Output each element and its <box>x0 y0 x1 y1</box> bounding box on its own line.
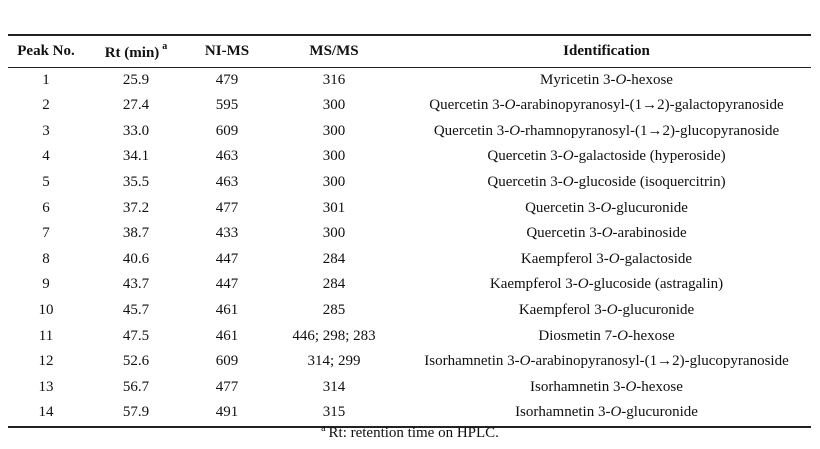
cell-retention-time: 33.0 <box>122 122 150 139</box>
identification-pre: Myricetin 3- <box>540 71 616 88</box>
cell-peak-number: 8 <box>42 250 50 267</box>
cell-retention-time: 45.7 <box>122 301 150 318</box>
cell-identification <box>402 144 811 170</box>
cell-ms-ms: 285 <box>322 301 346 318</box>
identification-ital: O <box>617 327 628 344</box>
cell-ni-ms: 479 <box>215 71 239 88</box>
header-nims: NI-MS <box>204 42 250 59</box>
cell-ms-ms: 284 <box>322 250 346 267</box>
cell-retention-time: 52.6 <box>122 353 150 370</box>
identification-pre: Quercetin 3- <box>429 97 505 114</box>
cell-identification <box>402 375 811 401</box>
cell-retention-time: 57.9 <box>122 404 150 421</box>
identification-pre: Kaempferol 3- <box>518 301 607 318</box>
identification-ital: O <box>615 71 627 88</box>
cell-identification <box>402 67 811 93</box>
cell-peak-number: 12 <box>38 353 54 370</box>
cell-retention-time: 27.4 <box>122 97 150 114</box>
identification-post: -galactoside (hyperoside) <box>573 148 726 165</box>
table-footnote <box>0 423 820 442</box>
identification-post: -hexose <box>627 327 675 344</box>
cell-ni-ms: 463 <box>215 148 239 165</box>
identification-ital: O <box>608 250 620 267</box>
cell-identification <box>402 324 811 350</box>
table-row <box>8 170 811 196</box>
cell-ni-ms: 595 <box>215 97 239 114</box>
identification-post: -glucoside (astragalin) <box>588 276 724 293</box>
identification-pre: Isorhamnetin 3- <box>530 378 626 395</box>
cell-ni-ms: 461 <box>215 301 239 318</box>
identification-post: -rhamnopyranosyl-(1→2)-glucopyranoside <box>520 122 780 139</box>
table-row <box>8 349 811 375</box>
identification-pre: Quercetin 3- <box>487 173 563 190</box>
table-row <box>8 196 811 222</box>
cell-retention-time: 40.6 <box>122 250 150 267</box>
cell-peak-number: 3 <box>42 122 50 139</box>
identification-post: -arabinopyranosyl-(1→2)-galactopyranoside <box>515 97 784 114</box>
cell-identification <box>402 221 811 247</box>
table-row <box>8 375 811 401</box>
table-row <box>8 144 811 170</box>
cell-peak-number: 13 <box>38 378 54 395</box>
table-header <box>8 35 811 67</box>
footnote-mark: a <box>321 423 326 434</box>
identification-post: -glucuronide <box>611 199 688 216</box>
cell-identification <box>402 93 811 119</box>
identification-post: -galactoside <box>619 250 693 267</box>
identification-pre: Quercetin 3- <box>487 148 563 165</box>
table-row <box>8 298 811 324</box>
cell-ms-ms: 314; 299 <box>307 353 361 370</box>
cell-identification <box>402 298 811 324</box>
identification-post: -arabinopyranosyl-(1→2)-glucopyranoside <box>530 353 789 370</box>
table-row <box>8 93 811 119</box>
cell-identification <box>402 119 811 145</box>
cell-identification <box>402 349 811 375</box>
cell-ms-ms: 315 <box>322 404 346 421</box>
identification-ital: O <box>519 353 531 370</box>
identification-pre: Quercetin 3- <box>525 199 601 216</box>
cell-ms-ms: 300 <box>322 148 346 165</box>
cell-ms-ms: 301 <box>322 199 346 216</box>
identification-ital: O <box>562 173 574 190</box>
cell-ni-ms: 433 <box>215 225 239 242</box>
header-msms: MS/MS <box>309 42 359 59</box>
cell-retention-time: 47.5 <box>122 327 150 344</box>
table-row <box>8 67 811 93</box>
identification-pre: Diosmetin 7- <box>538 327 618 344</box>
cell-identification <box>402 247 811 273</box>
identification-pre: Isorhamnetin 3- <box>515 404 611 421</box>
identification-ital: O <box>610 404 622 421</box>
cell-ni-ms: 461 <box>215 327 239 344</box>
table-row <box>8 324 811 350</box>
cell-peak-number: 11 <box>38 327 54 344</box>
identification-ital: O <box>601 225 613 242</box>
identification-ital: O <box>577 276 589 293</box>
cell-ms-ms: 446; 298; 283 <box>292 327 376 344</box>
cell-peak-number: 9 <box>42 276 50 293</box>
header-identification: Identification <box>563 42 650 59</box>
table-row <box>8 221 811 247</box>
cell-retention-time: 56.7 <box>122 378 150 395</box>
cell-peak-number: 5 <box>42 173 50 190</box>
cell-ms-ms: 300 <box>322 173 346 190</box>
identification-pre: Quercetin 3- <box>526 225 602 242</box>
table-row <box>8 119 811 145</box>
cell-ni-ms: 491 <box>215 404 239 421</box>
identification-ital: O <box>509 122 521 139</box>
cell-peak-number: 6 <box>42 199 50 216</box>
cell-ni-ms: 463 <box>215 173 239 190</box>
identification-post: -glucuronide <box>617 301 695 318</box>
cell-ni-ms: 447 <box>215 276 239 293</box>
cell-peak-number: 1 <box>42 71 50 88</box>
identification-post: -glucuronide <box>621 404 698 421</box>
header-rt-label: Rt (min) <box>104 45 160 61</box>
cell-retention-time: 38.7 <box>122 225 150 242</box>
identification-pre: Kaempferol 3- <box>489 276 578 293</box>
cell-retention-time: 34.1 <box>122 148 150 165</box>
cell-retention-time: 35.5 <box>122 173 150 190</box>
header-rt <box>84 35 188 67</box>
cell-peak-number: 7 <box>42 225 50 242</box>
cell-ms-ms: 300 <box>322 122 346 139</box>
compound-table <box>8 34 811 428</box>
identification-pre: Quercetin 3- <box>433 122 510 139</box>
identification-ital: O <box>600 199 612 216</box>
table-row <box>8 247 811 273</box>
cell-retention-time: 37.2 <box>122 199 150 216</box>
identification-ital: O <box>562 148 574 165</box>
header-peak: Peak No. <box>17 42 75 59</box>
cell-identification <box>402 170 811 196</box>
cell-ni-ms: 609 <box>215 122 239 139</box>
identification-post: -glucoside (isoquercitrin) <box>573 173 726 190</box>
cell-peak-number: 2 <box>42 97 50 114</box>
cell-identification <box>402 196 811 222</box>
cell-retention-time: 43.7 <box>122 276 150 293</box>
identification-post: -hexose <box>636 378 683 395</box>
table-row <box>8 272 811 298</box>
cell-peak-number: 10 <box>38 301 54 318</box>
header-row <box>8 35 811 67</box>
identification-ital: O <box>504 97 516 114</box>
identification-pre: Kaempferol 3- <box>520 250 609 267</box>
cell-peak-number: 4 <box>42 148 50 165</box>
identification-ital: O <box>625 378 637 395</box>
identification-ital: O <box>606 301 618 318</box>
cell-ms-ms: 316 <box>322 71 346 88</box>
cell-ms-ms: 314 <box>322 378 346 395</box>
footnote-text: Rt: retention time on HPLC. <box>328 425 499 441</box>
cell-ni-ms: 477 <box>215 378 239 395</box>
identification-post: -arabinoside <box>612 225 687 242</box>
cell-ni-ms: 477 <box>215 199 239 216</box>
identification-post: -hexose <box>626 71 673 88</box>
cell-ni-ms: 447 <box>215 250 239 267</box>
table-body <box>8 67 811 427</box>
cell-ni-ms: 609 <box>215 353 239 370</box>
cell-ms-ms: 284 <box>322 276 346 293</box>
cell-ms-ms: 300 <box>322 225 346 242</box>
header-rt-footnote-mark: a <box>162 41 168 52</box>
cell-peak-number: 14 <box>38 404 54 421</box>
cell-identification <box>402 272 811 298</box>
identification-pre: Isorhamnetin 3- <box>424 353 520 370</box>
cell-ms-ms: 300 <box>322 97 346 114</box>
cell-retention-time: 25.9 <box>122 71 150 88</box>
